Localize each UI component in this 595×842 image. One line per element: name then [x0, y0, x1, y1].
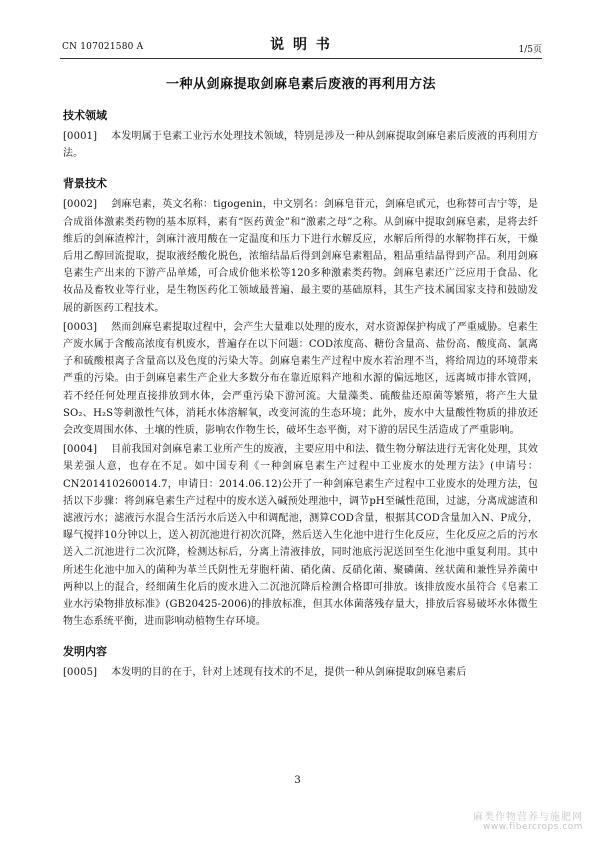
paragraph-number: [0004] [63, 444, 98, 456]
document-title: 一种从剑麻提取剑麻皂素后废液的再利用方法 [165, 77, 436, 92]
paragraph-text: 剑麻皂素，英文名称：tigogenin，中文别名：剑麻皂苷元，剑麻皂甙元，也称替可吉宁等，是合成甾体激素类药物的基本原料，素有“医药黄金”和“激素之母”之称。从剑麻中提取剑麻皂素，是将去纤维后的剑麻渣榨汁，剑麻汁液用酸在一定温度和压力下进行水解反应，水解后所得的水解物拌石灰，干燥后用乙醇回流提取，提取液经酸化脱色，浓缩结晶后得到剑麻皂素粗品，粗品重结晶得到产品。利用剑麻皂素生产出来的下游产品单烯，可合成价他米松等120多种激素类药物。剑麻皂素还广泛应用于食品、化妆品及畜牧业等行业，是生物医药化工领域最普遍、最主要的基础原料，其生产技术属国家支持和鼓励发展的新医药工程技术。 [63, 199, 538, 314]
watermark [423, 808, 583, 838]
section-heading-invention: 发明内容 [63, 645, 107, 659]
document-type: 说 明 书 [270, 37, 332, 53]
watermark-site-name: 麻类作物营养与施肥网 [473, 812, 583, 823]
paragraph-0004 [63, 441, 538, 630]
paragraph-text: 本发明的目的在于，针对上述现有技术的不足，提供一种从剑麻提取剑麻皂素后 [111, 667, 467, 679]
header-divider [60, 58, 542, 59]
paragraph-0005 [63, 664, 538, 681]
paragraph-0003 [63, 319, 538, 439]
patent-number: CN 107021580 A [62, 42, 144, 52]
paragraph-0001 [63, 128, 538, 162]
paragraph-text: 然而剑麻皂素提取过程中，会产生大量难以处理的废水，对水资源保护构成了严重威胁。皂素生产废水属于含酸高浓度有机废水，普遍存在以下问题：COD浓度高、糖份含量高、盐份高、酸度高、氯离子和硫酸根离子含量高以及色度的污染大等。剑麻皂素生产过程中废水若治理不当，将给周边的环境带来严重的污染。由于剑麻皂素生产企业大多数分布在靠近原料产地和水源的偏远地区，远离城市排水管网，若不经任何处理直接排放到水体，会严重污染下游河流。大量藻类、硫酸盐还原菌等繁殖，将产生大量SO₂、H₂S等刺激性气体，消耗水体溶解氧，改变河流的生态环境；此外，废水中大量酸性物质的排放还会改变周围水体、土壤的性质，影响农作物生长，破坏生态平衡，对下游的居民生活造成了严重影响。 [63, 321, 538, 437]
watermark-url: www.fibercrops.com [483, 822, 583, 832]
paragraph-number: [0002] [63, 199, 98, 211]
section-heading-background: 背景技术 [63, 177, 107, 191]
paragraph-text: 目前我国对剑麻皂素工业所产生的废液，主要应用中和法、微生物分解法进行无害化处理，其效果差强人意，也存在不足。如中国专利《一种剑麻皂素生产过程中工业废水的处理方法》(申请号：CN201410260014.7，申请日：2014.06.12)公开了一种剑麻皂素生产过程中工业废水的处理方法，包括以下步骤：将剑麻皂素生产过程中的废水送入碱预处理池中，调节pH至碱性范围，过滤，分离成滤渣和滤液污水；滤液污水混合生活污水后送入中和调配池，测算COD含量，根据其COD含量加入N、P成分，曝气搅拌10分钟以上，送入初沉池进行初次沉降，然后送入生化池中进行生化反应，生化反应之后的污水送入二沉池进行二次沉降，检测达标后，分离上清液排放，同时池底污泥送回至生化池中重复利用。其中所述生化池中加入的菌种为革兰氏阴性无芽胞杆菌、硝化菌、反硝化菌、聚磷菌、丝状菌和兼性异养菌中两种以上的混合，经细菌生化后的废水进入二沉池沉降后检测合格即可排放。该排放废水虽符合《皂素工业水污染物排放标准》(GB20425-2006)的排放标准，但其水体菌落残存量大，排放后容易破坏水体微生物生态系统平衡，进而影响动植物生存环境。 [63, 444, 538, 628]
document-body [63, 108, 538, 684]
page-indicator: 1/5页 [518, 45, 542, 55]
paragraph-number: [0005] [63, 667, 98, 679]
paragraph-number: [0003] [63, 321, 98, 333]
section-heading-technical-field: 技术领域 [63, 109, 107, 122]
paragraph-number: [0001] [63, 131, 98, 142]
page-header [60, 30, 542, 56]
paragraph-0002 [63, 196, 538, 316]
page-number: 3 [294, 775, 301, 786]
paragraph-text: 本发明属于皂素工业污水处理技术领域，特别是涉及一种从剑麻提取剑麻皂素后废液的再利用方法。 [63, 131, 538, 160]
